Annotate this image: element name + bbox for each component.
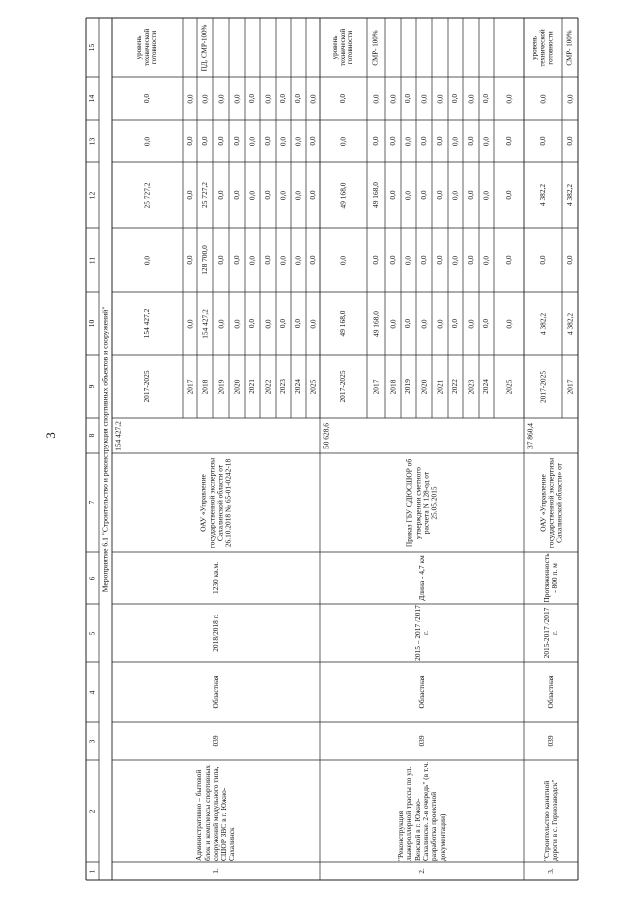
federal-funding-cell: 0,0	[503, 255, 513, 265]
regional-funding-cell: 25 727,2	[142, 182, 152, 208]
year-cell: 2024	[481, 379, 491, 394]
regional-funding-cell: 4 382,2	[564, 183, 574, 207]
column-number-9: 9	[87, 384, 97, 389]
other-funding-cell: 0,0	[231, 93, 241, 104]
row-number: 1.	[210, 868, 220, 874]
readiness-cell	[401, 18, 416, 77]
column-number-15: 15	[87, 43, 97, 52]
other-funding-cell: 0,0	[247, 93, 257, 104]
federal-funding-cell: 0,0	[481, 255, 491, 265]
other-funding-cell: 0,0	[418, 93, 428, 104]
total-funding-cell: 49 168,0	[370, 310, 380, 337]
other-funding-cell: 0,0	[184, 93, 194, 104]
readiness-cell: ПД, СМР-100%	[200, 24, 209, 71]
approval-document: ОАУ «Управление государственной экспертизы Сахалинской области» от	[537, 457, 564, 548]
regional-funding-cell: 0,0	[434, 190, 444, 200]
federal-funding-cell: 0,0	[450, 255, 460, 265]
readiness-cell	[494, 18, 524, 77]
federal-funding-cell: 0,0	[564, 255, 574, 265]
year-cell: 2017-2025	[142, 370, 152, 403]
other-funding-cell: 0,0	[387, 93, 397, 104]
local-funding-cell: 0,0	[434, 136, 444, 146]
year-cell: 2022	[262, 379, 272, 394]
total-funding-cell: 0,0	[215, 318, 225, 329]
year-cell: 2018	[199, 379, 209, 394]
year-cell: 2017-2025	[338, 370, 348, 403]
year-cell: 2024	[293, 379, 303, 394]
year-cell: 2021	[434, 379, 444, 394]
local-funding-cell: 0,0	[564, 136, 574, 146]
local-funding-cell: 0,0	[231, 136, 241, 146]
federal-funding-cell: 0,0	[184, 255, 194, 265]
local-funding-cell: 0,0	[293, 136, 303, 146]
federal-funding-cell: 0,0	[403, 255, 413, 265]
readiness-cell	[260, 18, 276, 77]
readiness-cell: СМР- 100%	[371, 29, 380, 66]
approval-document: Приказ ГБУ СДЮСШОР об утверждении сметного расчета N 128-од от 25.05.2015	[404, 458, 439, 547]
total-funding-cell: 4 382,2	[537, 312, 547, 335]
readiness-cell	[306, 18, 320, 77]
local-funding-cell: 0,0	[247, 136, 257, 146]
budget-code: 039	[545, 735, 555, 747]
local-funding-cell: 0,0	[403, 136, 413, 146]
construction-period: 2015-2017 /2017 г.	[541, 607, 559, 659]
readiness-cell	[245, 18, 260, 77]
row-number: 3.	[545, 868, 555, 874]
total-funding-cell: 0,0	[503, 318, 513, 329]
regional-funding-cell: 0,0	[215, 190, 225, 200]
other-funding-cell: 0,0	[564, 93, 574, 104]
local-funding-cell: 0,0	[215, 136, 225, 146]
federal-funding-cell: 0,0	[434, 255, 444, 265]
column-number-6: 6	[87, 576, 97, 580]
estimated-cost: 37 860,4	[524, 422, 534, 449]
readiness-cell	[416, 18, 432, 77]
readiness-cell: уровень технической готовности	[530, 28, 554, 67]
readiness-cell	[213, 18, 229, 77]
column-number-12: 12	[87, 191, 97, 199]
federal-funding-cell: 0,0	[293, 255, 303, 265]
estimated-cost: 154 427,2	[112, 420, 122, 451]
object-name: "Реконструкция лыжероллерной трассы по ул. Венской в г. Южно-Сахалинске. 2-я очередь" (в т.ч. разработка проектной документации)	[396, 761, 447, 861]
approval-document: ОАУ «Управление государственной экспертизы Сахалинской области от 26.10.2018 № 65-01-0242-18	[198, 457, 233, 548]
year-cell: 2017-2025	[537, 370, 547, 403]
year-cell: 2020	[231, 379, 241, 394]
federal-funding-cell: 0,0	[465, 255, 475, 265]
local-funding-cell: 0,0	[465, 136, 475, 146]
federal-funding-cell: 0,0	[215, 255, 225, 265]
other-funding-cell: 0,0	[370, 93, 380, 104]
total-funding-cell: 0,0	[231, 318, 241, 329]
year-cell: 2025	[503, 379, 513, 394]
readiness-cell	[229, 18, 245, 77]
other-funding-cell: 0,0	[481, 93, 491, 104]
page-number: 3	[42, 432, 58, 439]
regional-funding-cell: 0,0	[403, 190, 413, 200]
other-funding-cell: 0,0	[199, 93, 209, 104]
column-number-2: 2	[87, 809, 97, 813]
total-funding-cell: 0,0	[403, 318, 413, 329]
regional-funding-cell: 49 168,0	[370, 182, 380, 208]
federal-funding-cell: 0,0	[247, 255, 257, 265]
column-number-1: 1	[87, 869, 97, 873]
total-funding-cell: 0,0	[450, 318, 460, 329]
local-funding-cell: 0,0	[278, 136, 288, 146]
total-funding-cell: 4 382,2	[564, 312, 574, 335]
regional-funding-cell: 0,0	[293, 190, 303, 200]
other-funding-cell: 0,0	[403, 93, 413, 104]
column-number-8: 8	[87, 433, 97, 438]
total-funding-cell: 0,0	[184, 318, 194, 329]
capacity: 1230 кв.м.	[210, 561, 220, 595]
regional-funding-cell: 0,0	[184, 190, 194, 200]
regional-funding-cell: 0,0	[418, 190, 428, 200]
capacity: Длина - 4,7 км	[416, 555, 426, 601]
total-funding-cell: 0,0	[293, 318, 303, 329]
budget-code: 039	[210, 735, 220, 747]
regional-funding-cell: 49 168,0	[338, 182, 348, 208]
total-funding-cell: 49 168,0	[338, 310, 348, 337]
budget-level: Областная	[416, 675, 426, 709]
local-funding-cell: 0,0	[481, 136, 491, 146]
total-funding-cell: 0,0	[278, 318, 288, 329]
column-number-7: 7	[87, 500, 97, 505]
column-number-14: 14	[87, 94, 97, 103]
regional-funding-cell: 0,0	[503, 190, 513, 200]
total-funding-cell: 154 427,2	[199, 308, 209, 339]
local-funding-cell: 0,0	[184, 136, 194, 146]
regional-funding-cell: 0,0	[278, 190, 288, 200]
federal-funding-cell: 0,0	[231, 255, 241, 265]
capacity: Протяженность - 800 п. м	[541, 553, 559, 603]
other-funding-cell: 0,0	[307, 93, 317, 104]
other-funding-cell: 0,0	[450, 93, 460, 104]
row-number: 2.	[416, 868, 426, 874]
total-funding-cell: 0,0	[262, 318, 272, 329]
object-name: "Строительство канатной дороги в с. Горнозаводск"	[541, 779, 559, 861]
local-funding-cell: 0,0	[262, 136, 272, 146]
local-funding-cell: 0,0	[387, 136, 397, 146]
column-number-11: 11	[87, 256, 97, 264]
local-funding-cell: 0,0	[338, 136, 348, 146]
local-funding-cell: 0,0	[418, 136, 428, 146]
year-cell: 2019	[403, 379, 413, 394]
column-number-10: 10	[87, 319, 97, 328]
regional-funding-cell: 0,0	[231, 190, 241, 200]
year-cell: 2017	[564, 379, 574, 394]
year-cell: 2023	[465, 379, 475, 394]
year-cell: 2021	[247, 379, 257, 394]
section-title: Мероприятие 6.1 "Строительство и реконструкция спортивных объектов и сооружений"	[100, 306, 110, 592]
federal-funding-cell: 0,0	[142, 255, 152, 265]
other-funding-cell: 0,0	[215, 93, 225, 104]
readiness-cell	[432, 18, 448, 77]
other-funding-cell: 0,0	[537, 93, 547, 104]
other-funding-cell: 0,0	[293, 93, 303, 104]
local-funding-cell: 0,0	[503, 136, 513, 146]
other-funding-cell: 0,0	[503, 93, 513, 104]
year-cell: 2019	[215, 379, 225, 394]
total-funding-cell: 0,0	[307, 318, 317, 329]
readiness-cell	[463, 18, 479, 77]
local-funding-cell: 0,0	[307, 136, 317, 146]
regional-funding-cell: 0,0	[247, 190, 257, 200]
local-funding-cell: 0,0	[537, 136, 547, 146]
total-funding-cell: 0,0	[481, 318, 491, 329]
regional-funding-cell: 25 727,2	[199, 182, 209, 208]
readiness-cell	[291, 18, 306, 77]
construction-period: 2018/2018 г.	[210, 614, 220, 652]
column-number-13: 13	[87, 137, 97, 145]
local-funding-cell: 0,0	[199, 136, 209, 146]
regional-funding-cell: 0,0	[262, 190, 272, 200]
federal-funding-cell: 0,0	[370, 255, 380, 265]
year-cell: 2025	[307, 379, 317, 394]
column-number-4: 4	[87, 690, 97, 694]
year-cell: 2017	[370, 379, 380, 394]
total-funding-cell: 0,0	[465, 318, 475, 329]
other-funding-cell: 0,0	[338, 93, 348, 104]
readiness-cell: уровень технической готовности	[134, 28, 159, 67]
year-cell: 2018	[387, 379, 397, 394]
year-cell: 2023	[278, 379, 288, 394]
readiness-cell	[276, 18, 291, 77]
federal-funding-cell: 0,0	[537, 255, 547, 265]
total-funding-cell: 154 427,2	[142, 308, 152, 339]
regional-funding-cell: 0,0	[450, 190, 460, 200]
column-number-3: 3	[87, 739, 97, 743]
readiness-cell	[385, 18, 401, 77]
local-funding-cell: 0,0	[142, 136, 152, 146]
readiness-cell	[479, 18, 494, 77]
local-funding-cell: 0,0	[450, 136, 460, 146]
year-cell: 2022	[450, 379, 460, 394]
budget-code: 039	[416, 735, 426, 747]
readiness-cell: уровень технической готовности	[330, 28, 355, 67]
total-funding-cell: 0,0	[387, 318, 397, 329]
federal-funding-cell: 128 700,0	[199, 245, 209, 275]
construction-period: 2015 – 2017 /2017 г.	[412, 605, 430, 661]
budget-level: Областная	[545, 675, 555, 709]
federal-funding-cell: 0,0	[338, 255, 348, 265]
regional-funding-cell: 0,0	[387, 190, 397, 200]
readiness-cell	[448, 18, 463, 77]
budget-level: Областная	[210, 675, 220, 709]
estimated-cost: 50 628,6	[320, 422, 330, 449]
federal-funding-cell: 0,0	[307, 255, 317, 265]
year-cell: 2020	[418, 379, 428, 394]
other-funding-cell: 0,0	[262, 93, 272, 104]
other-funding-cell: 0,0	[278, 93, 288, 104]
object-name: Административно – бытовой блок и комплексы спортивных сооружений модульного типа, СШОР ЗВС в г. Южно-Сахалинск	[194, 765, 237, 861]
federal-funding-cell: 0,0	[418, 255, 428, 265]
year-cell: 2017	[184, 379, 194, 394]
federal-funding-cell: 0,0	[387, 255, 397, 265]
total-funding-cell: 0,0	[247, 318, 257, 329]
total-funding-cell: 0,0	[418, 318, 428, 329]
regional-funding-cell: 0,0	[481, 190, 491, 200]
other-funding-cell: 0,0	[465, 93, 475, 104]
other-funding-cell: 0,0	[142, 93, 152, 104]
readiness-cell	[183, 18, 197, 77]
federal-funding-cell: 0,0	[262, 255, 272, 265]
federal-funding-cell: 0,0	[278, 255, 288, 265]
other-funding-cell: 0,0	[434, 93, 444, 104]
regional-funding-cell: 4 382,2	[537, 183, 547, 207]
local-funding-cell: 0,0	[370, 136, 380, 146]
column-number-5: 5	[87, 631, 97, 635]
readiness-cell: СМР- 100%	[565, 29, 574, 66]
regional-funding-cell: 0,0	[465, 190, 475, 200]
total-funding-cell: 0,0	[434, 318, 444, 329]
regional-funding-cell: 0,0	[307, 190, 317, 200]
